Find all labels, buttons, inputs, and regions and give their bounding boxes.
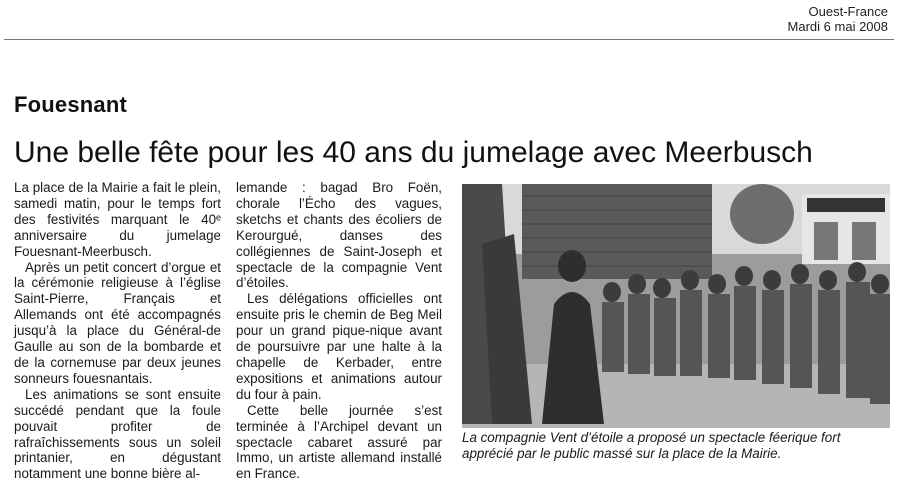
- paragraph: Après un petit concert d’orgue et la cérémonie religieuse à l’église Saint-Pierre, Français et Allemands ont été accompagnés jusqu’à la place du Général-de Gaulle au son de la bombarde et de la cornemuse par deux jeunes sonneurs fouesnantais.: [14, 259, 221, 386]
- photo-caption: La compagnie Vent d’étoile a proposé un spectacle féerique fort apprécié par le public massé sur la place de la Mairie.: [462, 430, 841, 461]
- article-column-2: [236, 180, 442, 482]
- paragraph: Les délégations officielles ont ensuite pris le chemin de Beg Meil pour un grand pique-nique avant de poursuivre par une halte à la chapelle de Kerbader, entre expositions et animations autour du four à pain.: [236, 291, 442, 402]
- publication-date: Mardi 6 mai 2008: [787, 19, 888, 34]
- newspaper-masthead: [788, 4, 888, 34]
- article-headline: Une belle fête pour les 40 ans du jumelage avec Meerbusch: [14, 136, 813, 169]
- photo-illustration: [462, 184, 890, 428]
- paragraph: La place de la Mairie a fait le plein, samedi matin, pour le temps fort des festivités marquant le 40ᵉ anniversaire du jumelage Fouesnant-Meerbusch.: [14, 180, 221, 259]
- paragraph: Les animations se sont ensuite succédé pendant que la foule pouvait profiter de rafraîchissements sous un soleil printanier, en dégustant notamment une bonne bière al-: [14, 386, 221, 482]
- article-photo: [462, 184, 890, 428]
- article-column-1: [14, 180, 221, 482]
- paragraph: lemande : bagad Bro Foën, chorale l’Écho des vagues, sketchs et chants des écoliers de Kerourgué, danses des collégiennes de Saint-Joseph et spectacle de la compagnie Vent d’étoiles.: [236, 180, 442, 291]
- header-rule: [4, 39, 894, 40]
- paragraph: Cette belle journée s’est terminée à l’Archipel devant un spectacle cabaret assuré par Immo, un artiste allemand installé en France.: [236, 402, 442, 482]
- section-title: Fouesnant: [14, 92, 128, 117]
- newspaper-name: Ouest-France: [808, 4, 888, 19]
